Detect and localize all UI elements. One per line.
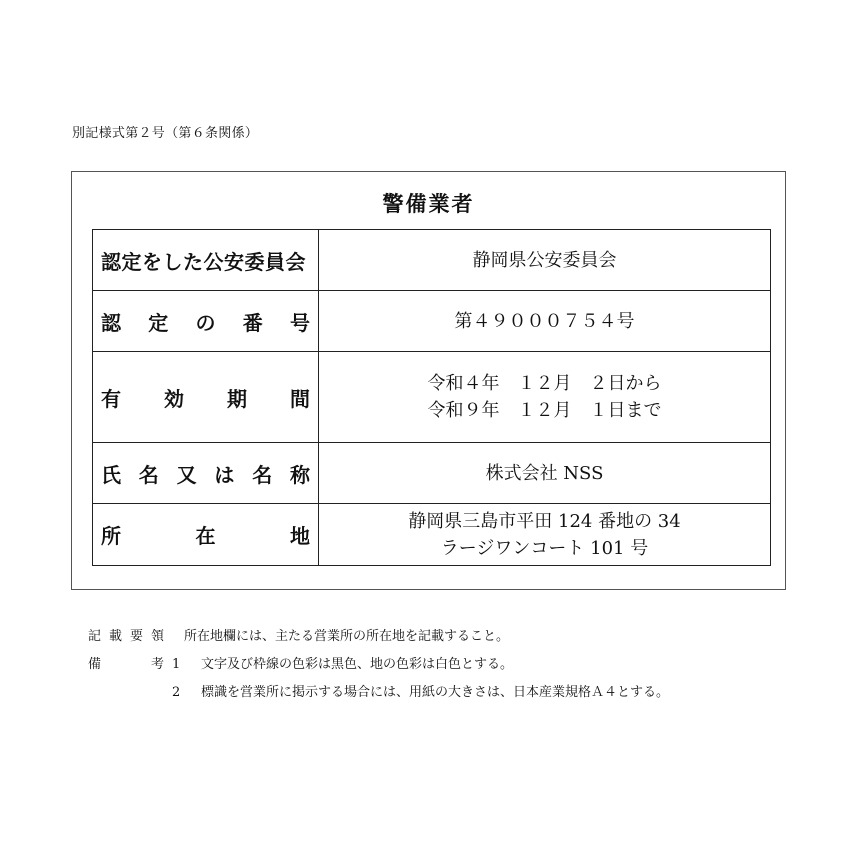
sign-frame xyxy=(71,171,786,590)
value-validity-period xyxy=(319,352,771,443)
value-line-address-2: ラージワンコート 101 号 xyxy=(440,537,649,559)
value-address xyxy=(319,504,771,566)
label-name-text xyxy=(101,459,310,488)
note-requirements-label xyxy=(88,623,164,651)
value-line-address-1: 静岡県三島市平田 124 番地の 34 xyxy=(408,510,681,532)
note-remark-number: 2 xyxy=(172,685,181,700)
label-certification-number-text xyxy=(101,307,310,336)
label-char: 在 xyxy=(195,524,216,548)
note-requirements-text: 所在地欄には、主たる営業所の所在地を記載すること。 xyxy=(184,629,510,644)
label-char: 認定をした公安委員会 xyxy=(101,249,306,274)
label-char: 効 xyxy=(164,386,184,411)
label-char: 地 xyxy=(290,524,310,548)
label-char: の xyxy=(195,310,216,335)
label-char: 号 xyxy=(290,310,310,335)
note-remark-text: 文字及び枠線の色彩は黒色、地の色彩は白色とする。 xyxy=(201,657,514,672)
note-label-char: 領 xyxy=(150,629,164,644)
label-char: 定 xyxy=(148,310,169,335)
value-line-start: 令和４年 １２月 ２日から xyxy=(427,373,662,394)
value-name xyxy=(319,443,771,504)
note-label-char: 記 xyxy=(88,629,102,644)
label-char: 番 xyxy=(242,310,263,335)
label-char: 名 xyxy=(138,462,159,487)
value-line-end: 令和９年 １２月 １日まで xyxy=(427,400,662,421)
note-remarks-label xyxy=(88,651,164,679)
label-certifying-commission xyxy=(93,230,319,291)
row-validity-period xyxy=(93,352,771,443)
note-remark-text: 標識を営業所に掲示する場合には、用紙の大きさは、日本産業規格Ａ４とする。 xyxy=(201,685,670,700)
label-char: 期 xyxy=(227,386,247,411)
label-address-text xyxy=(101,520,310,549)
label-char: 間 xyxy=(290,386,310,411)
label-char: 所 xyxy=(101,524,121,548)
value-line: 株式会社 NSS xyxy=(485,462,604,484)
value-line: 静岡県公安委員会 xyxy=(472,249,617,271)
label-certification-number xyxy=(93,291,319,352)
note-label-char: 備 xyxy=(88,657,102,672)
label-address xyxy=(93,504,319,566)
sign-table xyxy=(92,229,771,566)
label-certifying-commission-text xyxy=(101,246,310,275)
label-char: 又 xyxy=(176,462,197,487)
label-char: 名 xyxy=(252,462,273,487)
value-certification-number xyxy=(319,291,771,352)
label-char: は xyxy=(214,462,235,487)
sign-title: 警備業者 xyxy=(382,192,475,216)
value-certifying-commission xyxy=(319,230,771,291)
value-line: 第４９０００７５４号 xyxy=(454,310,635,332)
row-certification-number xyxy=(93,291,771,352)
note-label-char: 載 xyxy=(108,629,122,644)
label-name xyxy=(93,443,319,504)
label-validity-period xyxy=(93,352,319,443)
row-address xyxy=(93,504,771,566)
form-label: 別記様式第２号（第６条関係） xyxy=(72,126,259,141)
row-certifying-commission xyxy=(93,230,771,291)
note-label-char: 要 xyxy=(129,629,143,644)
label-char: 有 xyxy=(101,386,121,411)
label-char: 称 xyxy=(289,462,310,487)
note-label-char: 考 xyxy=(150,657,164,672)
note-remark-number: 1 xyxy=(172,657,181,672)
row-name xyxy=(93,443,771,504)
label-validity-period-text xyxy=(101,383,310,412)
label-char: 氏 xyxy=(101,462,121,487)
label-char: 認 xyxy=(101,310,121,335)
